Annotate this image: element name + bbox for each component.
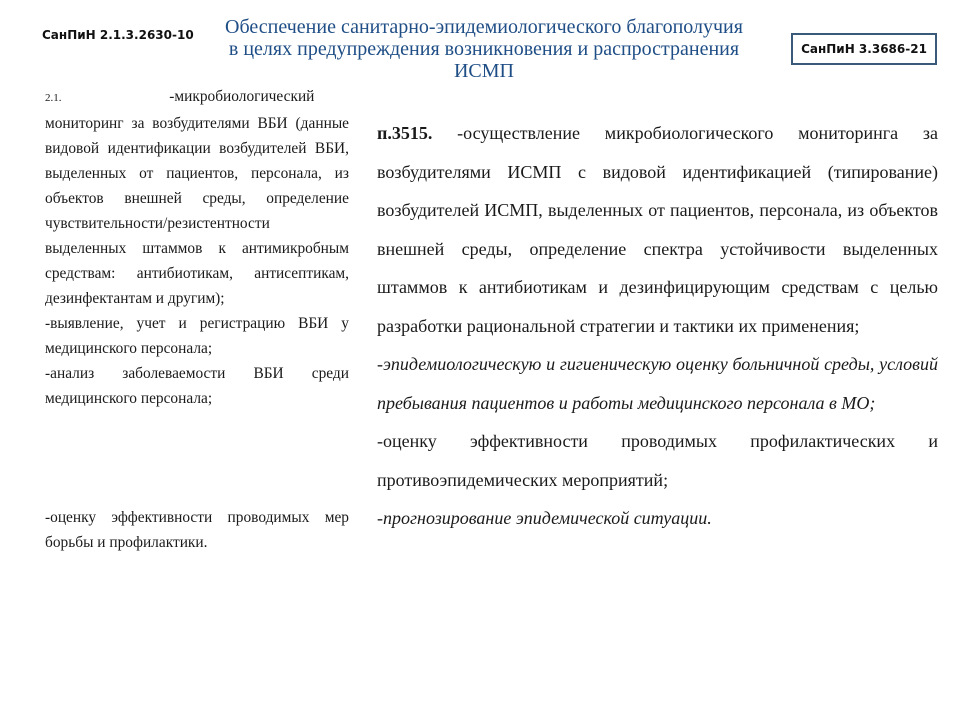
old-paragraph-1-text: -микробиологический мониторинг за возбудителями ВБИ (данные видовой идентификации возбудителей ВБИ, выделенных от пациентов, персонала, из объектов внешней среды, определение чувствительности/резистентности выделенных штаммов к антимикробным средствам: антибиотикам, антисептикам, дезинфектантам и другим);	[45, 88, 349, 307]
title-line-3: ИСМП	[453, 60, 514, 82]
old-paragraph-3: -анализ заболеваемости ВБИ среди медицинского персонала;	[45, 365, 349, 407]
new-paragraph-1-text: -осуществление микробиологического мониторинга за возбудителями ИСМП с видовой идентификацией (типирование) возбудителей ИСМП, выделенных от пациентов, персонала, из объектов внешней среды, определение спектра устойчивости выделенных штаммов к антибиотикам и дезинфицирующим средствам с целью разработки рациональной стратегии и тактики их применения;	[377, 123, 938, 336]
new-paragraph-4: -прогнозирование эпидемической ситуации.	[377, 508, 712, 528]
old-paragraph-2: -выявление, учет и регистрацию ВБИ у медицинского персонала;	[45, 315, 349, 357]
sanpin-old-label: СанПиН 2.1.3.2630-10	[42, 28, 194, 42]
new-paragraph-2: -эпидемиологическую и гигиеническую оценку больничной среды, условий пребывания пациентов и работы медицинского персонала в МО;	[377, 354, 938, 413]
point-number: п.3515.	[377, 123, 433, 143]
old-paragraph-1	[45, 84, 349, 311]
sanpin-new-label: СанПиН 3.3686-21	[791, 33, 937, 65]
new-regulation-text	[377, 114, 938, 538]
title-line-1: Обеспечение санитарно-эпидемиологического благополучия	[225, 16, 743, 38]
section-number: 2.1.	[45, 92, 62, 104]
old-regulation-text	[45, 84, 349, 555]
title-line-2: в целях предупреждения возникновения и распространения	[228, 38, 740, 60]
slide-title	[200, 16, 768, 82]
old-paragraph-4: -оценку эффективности проводимых мер борьбы и профилактики.	[45, 509, 349, 551]
new-paragraph-3: -оценку эффективности проводимых профилактических и противоэпидемических мероприятий;	[377, 431, 938, 490]
new-paragraph-1	[377, 114, 938, 345]
